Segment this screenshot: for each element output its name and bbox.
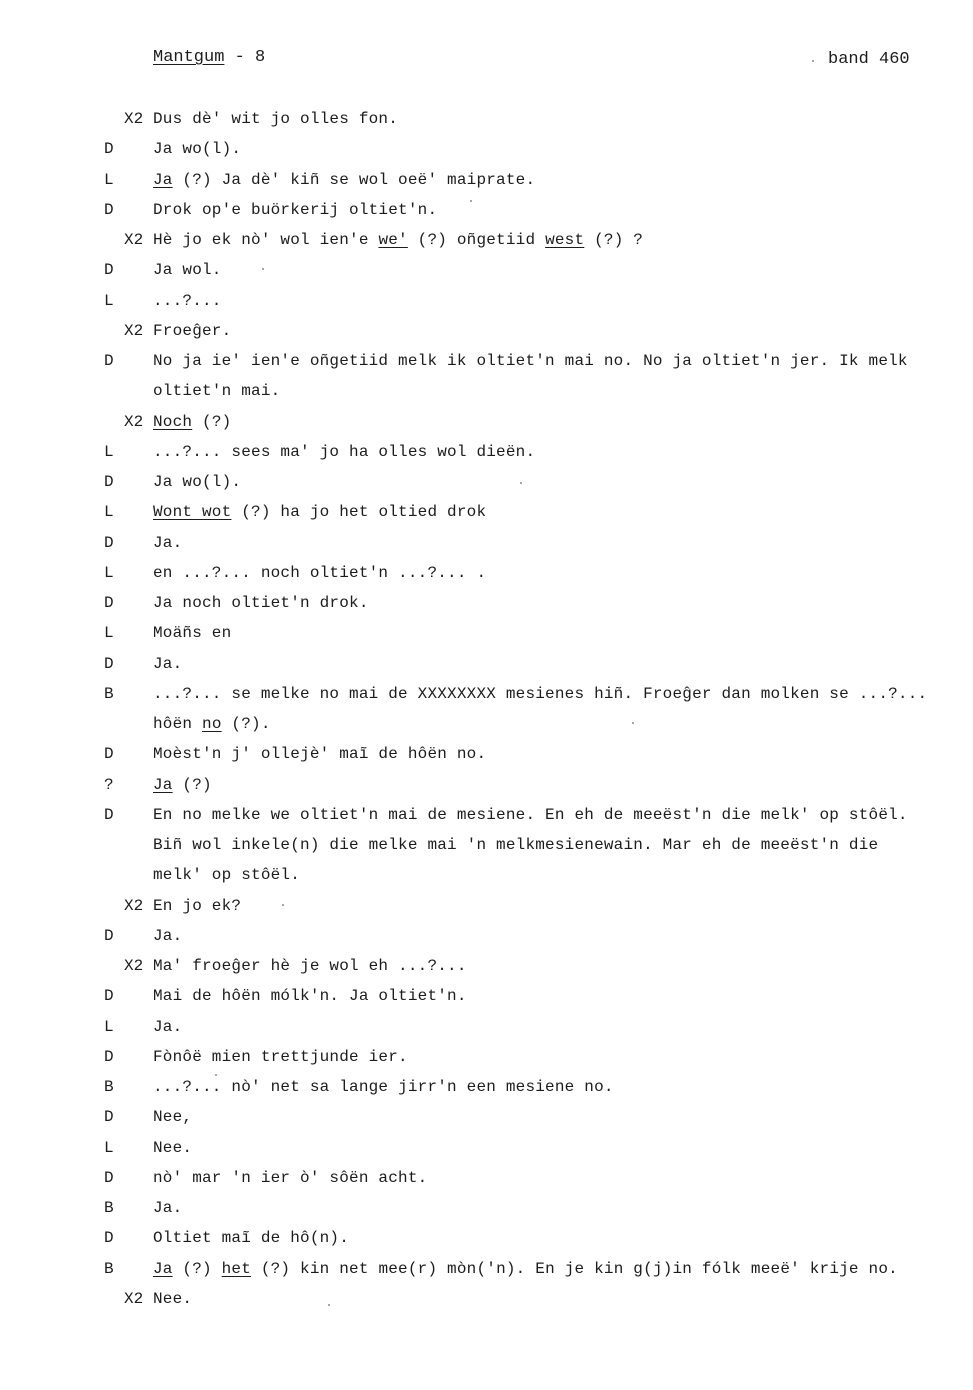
speaker-label: B: [104, 1259, 114, 1278]
utterance-text: Nee,: [153, 1108, 193, 1127]
utterance-line: [153, 140, 241, 158]
page-number: - 8: [234, 48, 266, 67]
utterance-line: [153, 1229, 349, 1247]
scan-speck: [812, 60, 814, 62]
utterance-text: ...?... nò' net sa lange jirr'n een mesiene no.: [153, 1078, 614, 1096]
speaker-label: D: [104, 1168, 114, 1187]
speaker-label: X2: [124, 896, 144, 915]
utterance-text: Moäñs en: [153, 624, 232, 643]
speaker-label: B: [104, 684, 114, 703]
utterance-line: [153, 534, 182, 552]
speaker-label: L: [104, 291, 114, 310]
utterance-line: [153, 1139, 192, 1157]
utterance-text: (?).: [221, 715, 271, 733]
utterance-text: (?) ha jo het oltied drok: [231, 503, 487, 522]
utterance-text: En no melke we oltiet'n mai de mesiene. En eh de meeëst'n die melk' op stôël.: [153, 805, 908, 824]
speaker-label: X2: [124, 231, 144, 249]
utterance-line: [153, 1260, 898, 1278]
utterance-text: Biñ wol inkele(n) die melke mai 'n melkmesienewain. Mar eh de meeëst'n die: [153, 836, 879, 854]
utterance-line: [153, 473, 241, 491]
scan-speck: [262, 268, 264, 270]
utterance-line: [153, 927, 182, 945]
utterance-text: Drok op'e buörkerij oltiet'n.: [153, 200, 438, 219]
scan-speck: [470, 200, 472, 202]
utterance-line: [153, 1048, 408, 1066]
band-number: band 460: [828, 50, 910, 69]
speaker-label: X2: [124, 321, 144, 340]
utterance-line: [153, 261, 222, 279]
utterance-line: [153, 322, 231, 340]
utterance-line: [153, 655, 182, 673]
utterance-line: [153, 1169, 427, 1187]
utterance-text: No ja ie' ien'e oñgetiid melk ik oltiet'n mai no. No ja oltiet'n jer. Ik melk: [153, 352, 908, 370]
speaker-label: ?: [104, 775, 114, 794]
utterance-line: [153, 624, 231, 642]
utterance-text: Hè jo ek nò' wol ien'e: [153, 231, 379, 249]
utterance-text: Ma' froeĝer hè je wol eh ...?...: [153, 957, 467, 975]
speaker-label: D: [104, 926, 114, 945]
utterance-line: [153, 171, 535, 189]
utterance-line: [153, 776, 212, 794]
speaker-label: L: [104, 503, 114, 522]
utterance-line: [153, 897, 241, 915]
utterance-line: [153, 1290, 192, 1308]
utterance-line: [153, 352, 908, 370]
speaker-label: L: [104, 563, 114, 582]
scan-speck: [215, 1074, 217, 1076]
utterance-text: nò' mar 'n ier ò' sôën acht.: [153, 1168, 428, 1187]
underlined-word: Noch: [153, 412, 193, 431]
utterance-line: [153, 231, 643, 249]
utterance-text: (?): [172, 1259, 222, 1278]
utterance-text: Nee.: [153, 1138, 193, 1157]
place-name: Mantgum: [153, 48, 225, 67]
utterance-text: Ja noch oltiet'n drok.: [153, 594, 369, 612]
underlined-word: we': [378, 231, 408, 249]
utterance-text: Dus dè' wit jo olles fon.: [153, 110, 399, 128]
speaker-label: D: [104, 473, 114, 491]
utterance-text: Ja.: [153, 533, 183, 552]
speaker-label: D: [104, 140, 114, 159]
utterance-line: [153, 806, 908, 824]
utterance-line: [153, 715, 271, 733]
header-title: [153, 48, 265, 67]
speaker-label: D: [104, 987, 114, 1006]
utterance-text: Froeĝer.: [153, 321, 232, 340]
utterance-text: ...?...: [153, 291, 222, 310]
utterance-line: [153, 594, 369, 612]
speaker-label: X2: [124, 412, 144, 431]
utterance-text: (?): [192, 412, 232, 431]
utterance-text: Oltiet maĩ de hô(n).: [153, 1229, 350, 1248]
speaker-label: L: [104, 442, 114, 461]
utterance-text: Ja.: [153, 926, 183, 945]
speaker-label: B: [104, 1199, 114, 1217]
utterance-line: [153, 1199, 182, 1217]
utterance-line: [153, 987, 467, 1005]
utterance-line: [153, 836, 878, 854]
speaker-label: D: [104, 261, 114, 280]
speaker-label: L: [104, 1138, 114, 1157]
utterance-text: Ja wol.: [153, 261, 222, 280]
speaker-label: L: [104, 1017, 114, 1036]
speaker-label: L: [104, 624, 114, 643]
utterance-text: (?) oñgetiid: [407, 231, 546, 249]
utterance-line: [153, 1108, 192, 1126]
speaker-label: B: [104, 1078, 114, 1096]
speaker-label: D: [104, 745, 114, 764]
utterance-text: oltiet'n mai.: [153, 382, 281, 401]
speaker-label: D: [104, 352, 114, 370]
utterance-line: [153, 413, 231, 431]
speaker-label: L: [104, 170, 114, 189]
utterance-text: (?) Ja dè' kiñ se wol oeë' maiprate.: [172, 170, 536, 189]
utterance-text: Nee.: [153, 1289, 193, 1308]
utterance-line: [153, 1078, 614, 1096]
speaker-label: D: [104, 654, 114, 673]
utterance-text: Moèst'n j' ollejè' maĩ de hôën no.: [153, 745, 487, 764]
speaker-label: D: [104, 805, 114, 824]
scan-speck: [520, 482, 522, 484]
utterance-text: (?): [172, 775, 212, 794]
underlined-word: Ja: [153, 775, 173, 794]
utterance-line: [153, 564, 486, 582]
underlined-word: het: [221, 1259, 252, 1278]
underlined-word: Wont wot: [153, 503, 232, 522]
underlined-word: no: [202, 715, 222, 733]
utterance-text: Mai de hôën mólk'n. Ja oltiet'n.: [153, 987, 467, 1006]
utterance-text: (?) kin net mee(r) mòn('n). En je kin g(j)in fólk meeë' krije no.: [251, 1259, 898, 1278]
utterance-text: Fònôë mien trettjunde ier.: [153, 1047, 408, 1066]
utterance-text: En jo ek?: [153, 896, 242, 915]
underlined-word: Ja: [153, 1259, 173, 1278]
utterance-text: Ja.: [153, 1199, 183, 1217]
speaker-label: D: [104, 200, 114, 219]
utterance-line: [153, 201, 437, 219]
utterance-text: Ja wo(l).: [153, 473, 242, 491]
utterance-line: [153, 110, 398, 128]
speaker-label: X2: [124, 957, 144, 975]
utterance-text: melk' op stôël.: [153, 866, 301, 885]
utterance-line: [153, 685, 927, 703]
utterance-text: (?) ?: [584, 231, 644, 249]
scan-speck: [282, 904, 284, 906]
utterance-line: [153, 745, 486, 763]
utterance-line: [153, 292, 222, 310]
utterance-line: [153, 866, 300, 884]
scan-speck: [632, 722, 634, 724]
speaker-label: D: [104, 1047, 114, 1066]
speaker-label: D: [104, 533, 114, 552]
underlined-word: Ja: [153, 170, 173, 189]
speaker-label: X2: [124, 1289, 144, 1308]
utterance-text: hôën: [153, 715, 203, 733]
utterance-line: [153, 1018, 182, 1036]
speaker-label: X2: [124, 110, 144, 128]
utterance-text: ...?... se melke no mai de XXXXXXXX mesienes hiñ. Froeĝer dan molken se ...?...: [153, 684, 928, 703]
utterance-text: ...?... sees ma' jo ha olles wol dieën.: [153, 442, 536, 461]
utterance-line: [153, 443, 535, 461]
speaker-label: D: [104, 1108, 114, 1127]
scan-speck: [328, 1304, 330, 1306]
speaker-label: D: [104, 594, 114, 612]
utterance-text: Ja.: [153, 654, 183, 673]
utterance-text: Ja wo(l).: [153, 140, 242, 159]
utterance-line: [153, 382, 280, 400]
utterance-line: [153, 957, 467, 975]
speaker-label: D: [104, 1229, 114, 1248]
utterance-text: en ...?... noch oltiet'n ...?... .: [153, 563, 487, 582]
utterance-line: [153, 503, 486, 521]
underlined-word: west: [545, 231, 585, 249]
utterance-text: Ja.: [153, 1017, 183, 1036]
